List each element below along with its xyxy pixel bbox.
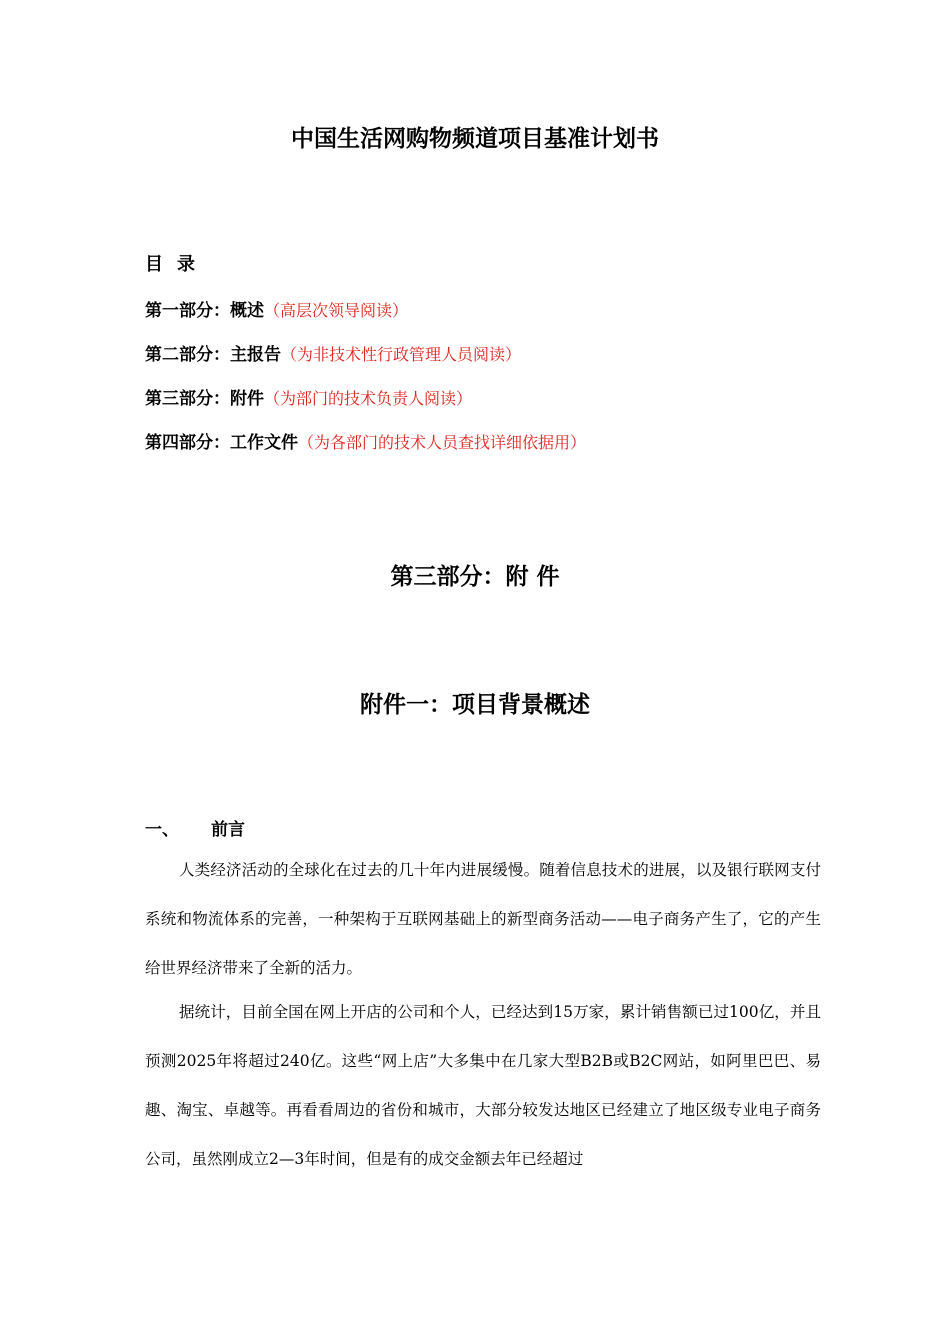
- document-title: 中国生活网购物频道项目基准计划书: [291, 126, 659, 152]
- body-paragraph: 据统计，目前全国在网上开店的公司和个人，已经达到15万家，累计销售额已过100亿，并且预测2025年将超过240亿。这些“网上店”大多集中在几家大型B2B或B2C网站，如阿里巴巴、易趣、淘宝、卓越等。再看看周边的省份和城市，大部分较发达地区已经建立了地区级专业电子商务公司，虽然刚成立2—3年时间，但是有的成交金额去年已经超过: [145, 1003, 821, 1168]
- toc-item-label: 第二部分：主报告: [145, 345, 281, 365]
- section-title: 前言: [211, 820, 245, 840]
- toc-item-note: （为非技术性行政管理人员阅读）: [281, 345, 522, 364]
- toc-item-part-1: [145, 296, 408, 321]
- toc-item-note: （为各部门的技术人员查找详细依据用）: [298, 433, 587, 452]
- section-number: 一、: [145, 820, 179, 840]
- appendix-title: 附件一：项目背景概述: [360, 692, 590, 718]
- toc-item-note: （为部门的技术负责人阅读）: [264, 389, 473, 408]
- toc-heading: 目录: [145, 254, 209, 275]
- toc-item-label: 第三部分：附件: [145, 389, 264, 409]
- toc-item-part-4: [145, 428, 586, 453]
- toc-item-label: 第一部分：概述: [145, 301, 264, 321]
- toc-item-part-2: [145, 340, 521, 365]
- section-heading: [145, 815, 245, 840]
- toc-item-label: 第四部分：工作文件: [145, 433, 298, 453]
- part-title: 第三部分：附 件: [390, 564, 560, 590]
- body-paragraph: 人类经济活动的全球化在过去的几十年内进展缓慢。随着信息技术的进展，以及银行联网支付系统和物流体系的完善，一种架构于互联网基础上的新型商务活动——电子商务产生了，它的产生给世界经济带来了全新的活力。: [145, 861, 821, 977]
- toc-item-note: （高层次领导阅读）: [264, 301, 409, 320]
- toc-item-part-3: [145, 384, 472, 409]
